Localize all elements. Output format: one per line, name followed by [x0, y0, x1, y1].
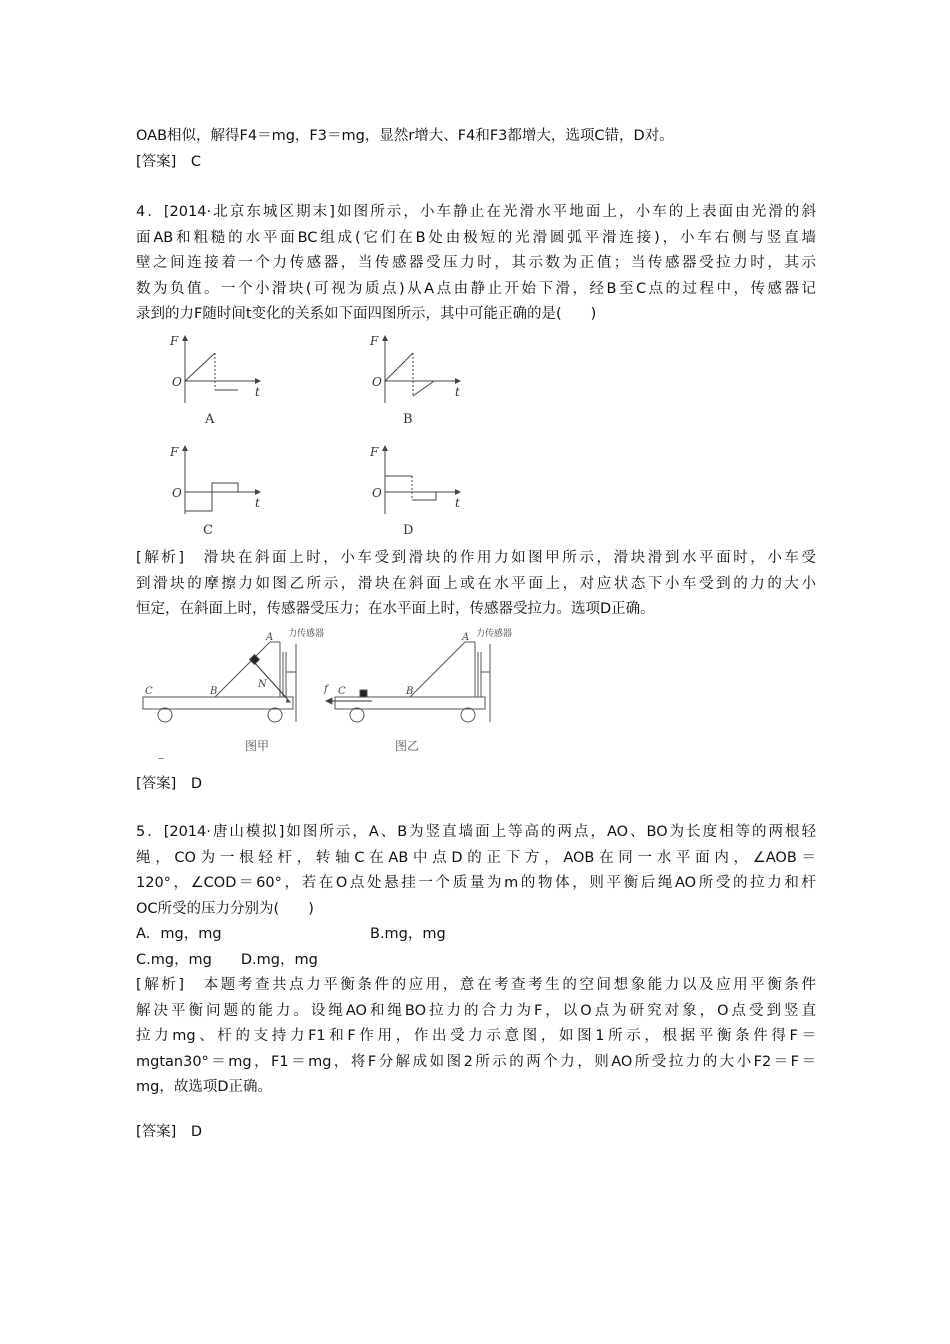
right-point-b: B	[406, 686, 414, 697]
q4-line-1: 4．[2014·北京东城区期末]如图所示，小车静止在光滑水平地面上，小车的上表面由光滑的斜	[136, 204, 816, 220]
sensor-label-left: 力传感器	[288, 629, 325, 639]
cart-right	[326, 642, 490, 722]
answer-line: [答案] C	[136, 153, 201, 170]
option-a: A．mg，mg	[136, 926, 222, 942]
q5-line-1: 5．[2014·唐山模拟]如图所示，A、B为竖直墙面上等高的两点，AO、BO为长度相等的两根轻	[136, 824, 816, 840]
graph-a-t-label: t	[255, 385, 260, 399]
q5-analysis-line-5: mg，故选项D正确。	[136, 1079, 272, 1095]
friction-label: f	[324, 684, 328, 695]
graph-d-f-label: F	[370, 445, 379, 459]
q5-options-line-1	[136, 922, 816, 948]
graph-d-t-label: t	[455, 496, 460, 510]
graph-b	[385, 336, 460, 403]
q4-line-2: 面AB和粗糙的水平面BC组成(它们在B处由极短的光滑圆弧平滑连接)，小车右侧与竖直墙	[136, 229, 816, 246]
right-point-a: A	[462, 632, 470, 643]
left-point-c: C	[145, 686, 153, 697]
q4-line-3: 壁之间连接着一个力传感器，当传感器受压力时，其示数为正值；当传感器受拉力时，其示	[136, 255, 816, 271]
left-point-a: A	[266, 632, 274, 643]
q4-answer	[136, 772, 816, 798]
graph-d-caption: D	[403, 523, 414, 538]
graph-c	[185, 446, 260, 514]
q4-line-4: 数为负值。一个小滑块(可视为质点)从A点由静止开始下滑，经B至C点的过程中，传感器记	[136, 280, 816, 297]
graph-c-t-label: t	[255, 496, 260, 510]
graph-a	[185, 336, 260, 403]
option-b: B.mg，mg	[370, 926, 446, 942]
q4-analysis-line-2: 到滑块的摩擦力如图乙所示，滑块在斜面上或在水平面上，对应状态下小车受到的力的大小	[136, 575, 816, 592]
q4-answer-line: [答案] D	[136, 776, 202, 792]
q5-analysis-line-1: [解析] 本题考查共点力平衡条件的应用，意在考查考生的空间想象能力以及应用平衡条件	[136, 977, 816, 993]
q5-analysis-line-2: 解决平衡问题的能力。设绳AO和绳BO拉力的合力为F，以O点为研究对象，O点受到竖直	[136, 1002, 816, 1019]
q5-analysis-line-4: mgtan30°＝mg，F1＝mg，将F分解成如图2所示的两个力，则AO所受拉力的大小F2＝F＝	[136, 1053, 816, 1070]
right-point-c: C	[338, 686, 346, 697]
graph-c-origin: O	[172, 486, 182, 500]
q5-analysis-line-3: 拉力mg、杆的支持力F1和F作用，作出受力示意图，如图1所示，根据平衡条件得F＝	[136, 1028, 816, 1044]
ft-graphs-figure	[160, 328, 480, 540]
question-4	[136, 200, 816, 328]
normal-force-label: N	[258, 679, 267, 690]
q4-analysis-line-3: 恒定，在斜面上时，传感器受压力；在水平面上时，传感器受拉力。选项D正确。	[136, 601, 655, 617]
graph-b-f-label: F	[370, 334, 379, 348]
continuation-line: OAB相似，解得F4＝mg，F3＝mg，显然r增大、F4和F3都增大，选项C错，D对。	[136, 128, 674, 144]
graph-c-f-label: F	[170, 445, 179, 459]
q4-line-5: 录到的力F随时间t变化的关系如下面四图所示，其中可能正确的是( )	[136, 306, 597, 322]
q4-analysis-line-1: [解析] 滑块在斜面上时，小车受到滑块的作用力如图甲所示，滑块滑到水平面时，小车受	[136, 550, 816, 566]
q5-answer-line: [答案] D	[136, 1124, 202, 1140]
cart-left	[143, 642, 296, 722]
graph-a-origin: O	[172, 375, 182, 389]
q5-line-4: OC所受的压力分别为( )	[136, 900, 314, 917]
graph-d-origin: O	[372, 486, 382, 500]
graph-b-origin: O	[372, 375, 382, 389]
q5-line-3: 120°，∠COD＝60°，若在O点处悬挂一个质量为m的物体，则平衡后绳AO所受的拉力和杆	[136, 875, 816, 891]
graph-b-t-label: t	[455, 385, 460, 399]
figure-dash: –	[158, 751, 164, 764]
graph-c-caption: C	[203, 523, 213, 538]
cart-figure	[140, 622, 530, 764]
graph-b-caption: B	[403, 412, 413, 427]
q5-answer	[136, 1120, 816, 1146]
q4-analysis	[136, 546, 816, 623]
graph-a-f-label: F	[170, 334, 179, 348]
graph-d	[385, 446, 460, 514]
graph-a-caption: A	[205, 412, 215, 427]
question-5	[136, 820, 816, 1101]
caption-left: 图甲	[245, 739, 270, 753]
sensor-label-right: 力传感器	[476, 629, 513, 639]
left-point-b: B	[210, 686, 218, 697]
continuation-text	[136, 124, 816, 175]
caption-right: 图乙	[395, 739, 420, 753]
q5-line-2: 绳，CO为一根轻杆，转轴C在AB中点D的正下方，AOB在同一水平面内，∠AOB＝	[136, 849, 816, 866]
q5-options-line-2: C.mg，mg D.mg，mg	[136, 951, 318, 968]
